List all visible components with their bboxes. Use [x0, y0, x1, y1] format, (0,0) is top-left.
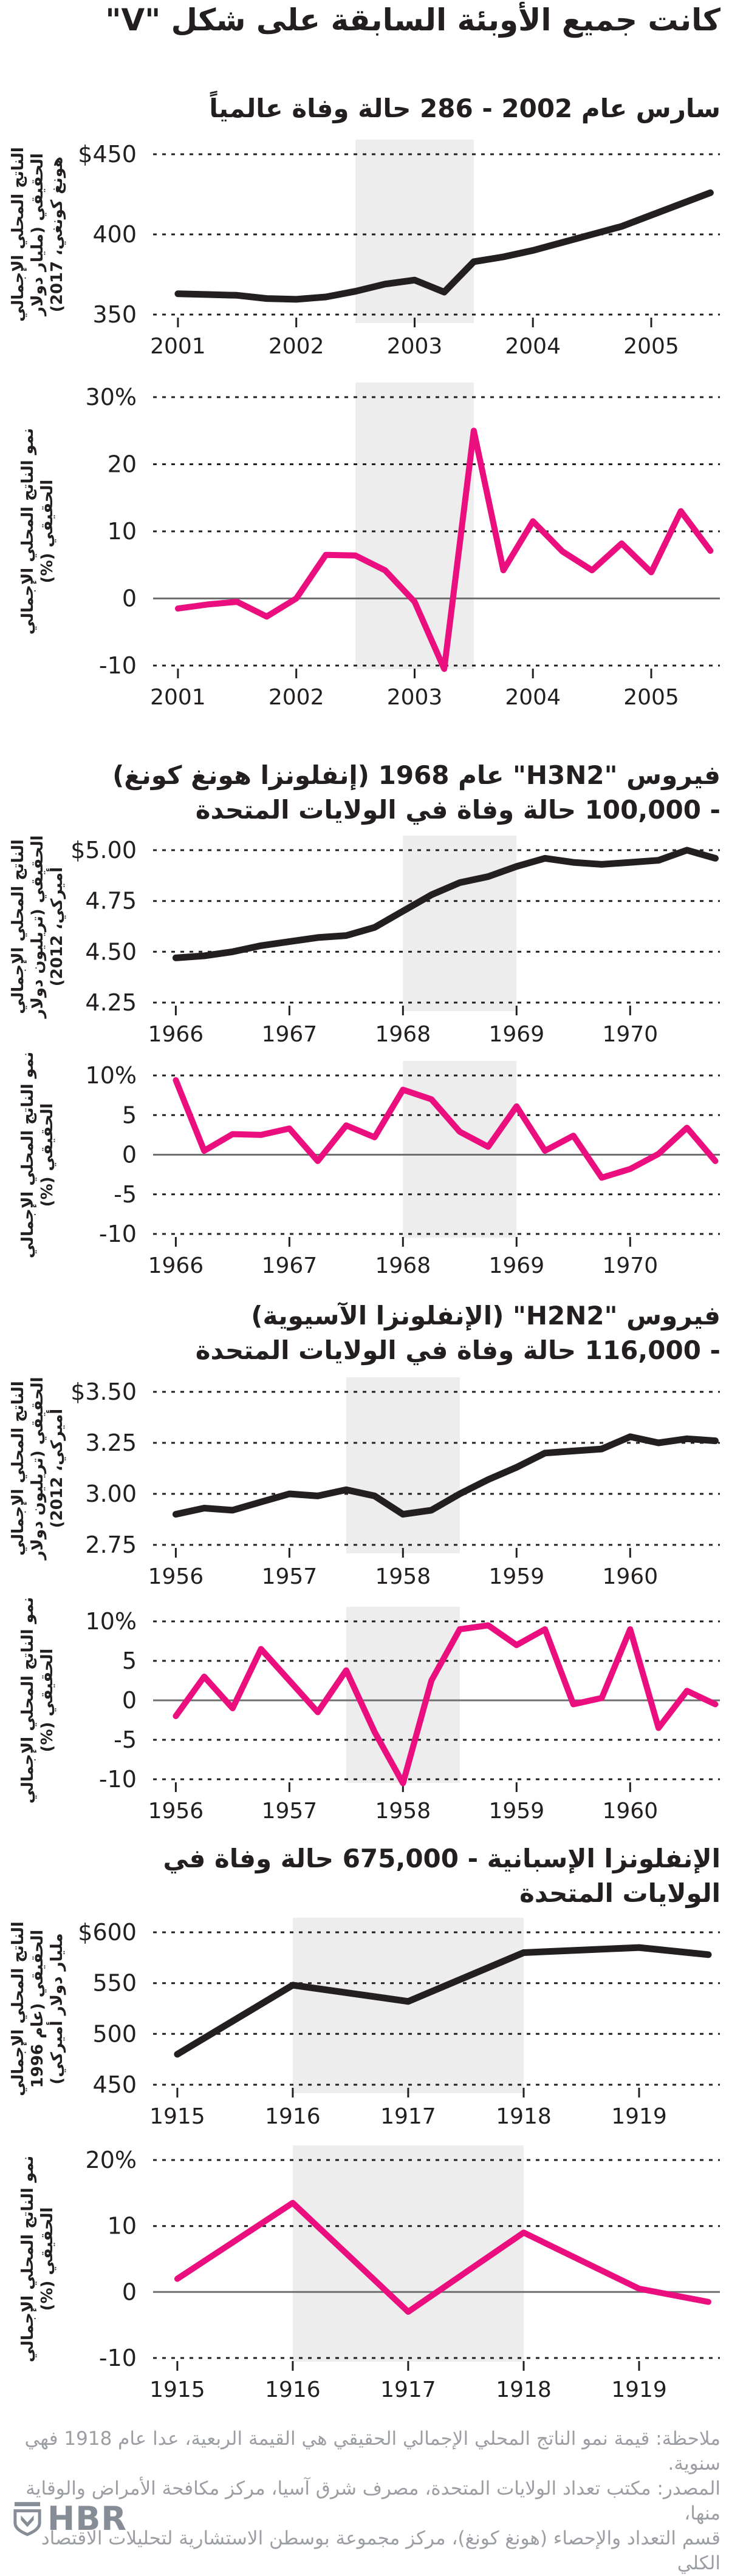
epidemic-period-band: [293, 1918, 524, 2093]
x-axis-tick-label: 1915: [149, 2104, 205, 2129]
chart-canvas: [0, 1601, 729, 1824]
chart-sars-growth: [0, 378, 729, 712]
x-axis-tick-label: 2003: [386, 334, 443, 359]
epidemic-period-band: [403, 1061, 516, 1238]
x-axis-tick-label: 1919: [611, 2104, 667, 2129]
footnote-line: ملاحظة: قيمة نمو الناتج المحلي الإجمالي الحقيقي هي القيمة الربعية، عدا عام 1918 فهي سنوية.: [24, 2428, 720, 2475]
y-axis-tick-label: $5.00: [70, 837, 137, 864]
x-axis-tick-label: 1959: [488, 1564, 545, 1589]
x-axis-tick-label: 1960: [602, 1564, 659, 1589]
chart-canvas: [0, 831, 729, 1049]
y-axis-tick-label: -10: [98, 1766, 137, 1793]
x-axis-tick-label: 1967: [261, 1253, 318, 1278]
chart-canvas: [0, 378, 729, 712]
y-axis-tick-label: 4.75: [85, 887, 137, 915]
y-axis-tick-label: -10: [98, 1221, 137, 1247]
y-axis-tick-label: 10: [107, 518, 137, 545]
y-axis-tick-label: $3.50: [70, 1378, 137, 1405]
x-axis-tick-label: 2005: [623, 685, 679, 710]
section-title-spanish: [0, 1841, 729, 1910]
y-axis-tick-label: 0: [122, 585, 137, 612]
y-axis-tick-label: 5: [122, 1647, 137, 1674]
y-axis-tick-label: 350: [92, 301, 137, 328]
x-axis-tick-label: 2002: [268, 334, 324, 359]
x-axis-tick-label: 1916: [265, 2104, 321, 2129]
y-axis-tick-label: $450: [78, 141, 137, 168]
epidemic-period-band: [355, 140, 474, 323]
y-axis-tick-label: -5: [114, 1726, 137, 1753]
epidemic-period-band: [403, 836, 516, 1011]
y-axis-title: الناتج المحلي الإجمالي الحقيقي (عام 1996 مليار دولار أميركي): [9, 1921, 66, 2096]
y-axis-tick-label: 450: [92, 2071, 137, 2098]
section-title-line: الإنفلونزا الإسبانية - 675,000 حالة وفاة في: [163, 1844, 720, 1873]
x-axis-tick-label: 1958: [375, 1799, 431, 1824]
y-axis-tick-label: 3.25: [85, 1429, 137, 1456]
x-axis-tick-label: 1918: [496, 2104, 552, 2129]
x-axis-tick-label: 1970: [602, 1253, 659, 1278]
section-title-sars: [0, 91, 729, 126]
y-axis-tick-label: 5: [122, 1102, 137, 1129]
y-axis-tick-label: 10%: [85, 1608, 137, 1635]
y-axis-tick-label: 20%: [85, 2147, 137, 2173]
hbr-shield-icon: [13, 2502, 41, 2536]
chart-canvas: [0, 2141, 729, 2408]
section-title-line: - 116,000 حالة وفاة في الولايات المتحدة: [195, 1335, 720, 1365]
x-axis-tick-label: 1966: [148, 1022, 204, 1047]
y-axis-tick-label: 0: [122, 1141, 137, 1168]
y-axis-title: الناتج المحلي الإجمالي الحقيقي (تريليون دولار أميركي، 2012): [9, 835, 66, 1018]
footnote-line: المصدر: مكتب تعداد الولايات المتحدة، مصرف شرق آسيا، مركز مكافحة الأمراض والوقاية منها،: [26, 2478, 720, 2524]
x-axis-tick-label: 1966: [148, 1253, 204, 1278]
x-axis-tick-label: 1960: [602, 1799, 659, 1824]
y-axis-title: نمو الناتج المحلي الإجمالي الحقيقي (%): [19, 1596, 56, 1804]
footnote-line: قسم التعداد والإحصاء (هونغ كونغ)، مركز مجموعة بوسطن الاستشارية لتحليلات الاقتصاد الكلي: [41, 2527, 720, 2574]
epidemic-period-band: [355, 383, 474, 669]
x-axis-tick-label: 1959: [488, 1799, 545, 1824]
x-axis-tick-label: 2004: [505, 334, 561, 359]
y-axis-tick-label: 30%: [85, 384, 137, 411]
chart-sars-gdp: [0, 135, 729, 359]
x-axis-tick-label: 1919: [611, 2377, 667, 2402]
y-axis-tick-label: 10: [107, 2212, 137, 2240]
page-title: كانت جميع الأوبئة السابقة على شكل "V": [105, 2, 720, 38]
y-axis-title: الناتج المحلي الإجمالي الحقيقي (تريليون دولار أميركي، 2012): [9, 1377, 66, 1560]
y-axis-tick-label: 4.25: [85, 989, 137, 1016]
x-axis-tick-label: 2004: [505, 685, 561, 710]
y-axis-tick-label: 4.50: [85, 938, 137, 966]
section-title-line: فيروس "H2N2" (الإنفلونزا الآسيوية): [251, 1301, 720, 1331]
epidemic-period-band: [346, 1607, 460, 1783]
chart-canvas: [0, 1374, 729, 1589]
x-axis-tick-label: 1967: [261, 1022, 318, 1047]
y-axis-tick-label: 0: [122, 1687, 137, 1714]
x-axis-tick-label: 1956: [148, 1799, 204, 1824]
x-axis-tick-label: 1958: [375, 1564, 431, 1589]
y-axis-tick-label: 10%: [85, 1062, 137, 1089]
x-axis-tick-label: 1918: [496, 2377, 552, 2402]
y-axis-tick-label: 20: [107, 451, 137, 478]
y-axis-title: نمو الناتج المحلي الإجمالي الحقيقي (%): [19, 1051, 56, 1259]
chart-h3n2-growth: [0, 1051, 729, 1278]
x-axis-tick-label: 1916: [265, 2377, 321, 2402]
y-axis-tick-label: 3.00: [85, 1481, 137, 1507]
section-title-h3n2: [0, 758, 729, 827]
y-axis-tick-label: $600: [78, 1919, 137, 1946]
x-axis-tick-label: 2005: [623, 334, 679, 359]
y-axis-tick-label: -10: [98, 2345, 137, 2371]
y-axis-title: الناتج المحلي الإجمالي الحقيقي (مليار دولار هونغ كونغي، 2017): [9, 147, 66, 322]
chart-spanish-growth: [0, 2141, 729, 2408]
x-axis-tick-label: 1970: [602, 1022, 659, 1047]
x-axis-tick-label: 1969: [488, 1253, 545, 1278]
y-axis-tick-label: 500: [92, 2020, 137, 2048]
chart-h2n2-growth: [0, 1596, 729, 1824]
section-title-line: الولايات المتحدة: [519, 1878, 720, 1908]
section-title-h2n2: [0, 1298, 729, 1368]
x-axis-tick-label: 1956: [148, 1564, 204, 1589]
y-axis-tick-label: 550: [92, 1969, 137, 1997]
y-axis-title: نمو الناتج المحلي الإجمالي الحقيقي (%): [19, 2155, 56, 2363]
x-axis-tick-label: 2002: [268, 685, 324, 710]
x-axis-tick-label: 1968: [375, 1022, 431, 1047]
chart-h3n2-gdp: [0, 831, 729, 1049]
y-axis-tick-label: 2.75: [85, 1532, 137, 1558]
chart-canvas: [0, 1916, 729, 2135]
x-axis-tick-label: 1915: [149, 2377, 205, 2402]
chart-spanish-gdp: [0, 1916, 729, 2135]
section-title-line: فيروس "H3N2" عام 1968 (إنفلونزا هونغ كونغ): [112, 760, 720, 790]
x-axis-tick-label: 2001: [150, 685, 206, 710]
chart-canvas: [0, 1059, 729, 1278]
hbr-logo-text: HBR: [47, 2499, 127, 2538]
chart-canvas: [0, 135, 729, 359]
x-axis-tick-label: 1969: [488, 1022, 545, 1047]
x-axis-tick-label: 1968: [375, 1253, 431, 1278]
y-axis-tick-label: -10: [98, 652, 137, 679]
x-axis-tick-label: 1957: [261, 1564, 318, 1589]
x-axis-tick-label: 2001: [150, 334, 206, 359]
x-axis-tick-label: 1917: [380, 2377, 436, 2402]
y-axis-tick-label: 0: [122, 2278, 137, 2306]
y-axis-title: نمو الناتج المحلي الإجمالي الحقيقي (%): [19, 428, 56, 635]
chart-h2n2-gdp: [0, 1374, 729, 1589]
hbr-logo: [13, 2499, 127, 2538]
x-axis-tick-label: 1957: [261, 1799, 318, 1824]
section-title-line: - 100,000 حالة وفاة في الولايات المتحدة: [195, 795, 720, 825]
x-axis-tick-label: 1917: [380, 2104, 436, 2129]
y-axis-tick-label: 400: [92, 221, 137, 248]
section-title-line: سارس عام 2002 - 286 حالة وفاة عالمياً: [209, 94, 720, 123]
epidemic-period-band: [346, 1377, 460, 1553]
x-axis-tick-label: 2003: [386, 685, 443, 710]
y-axis-tick-label: -5: [114, 1181, 137, 1208]
